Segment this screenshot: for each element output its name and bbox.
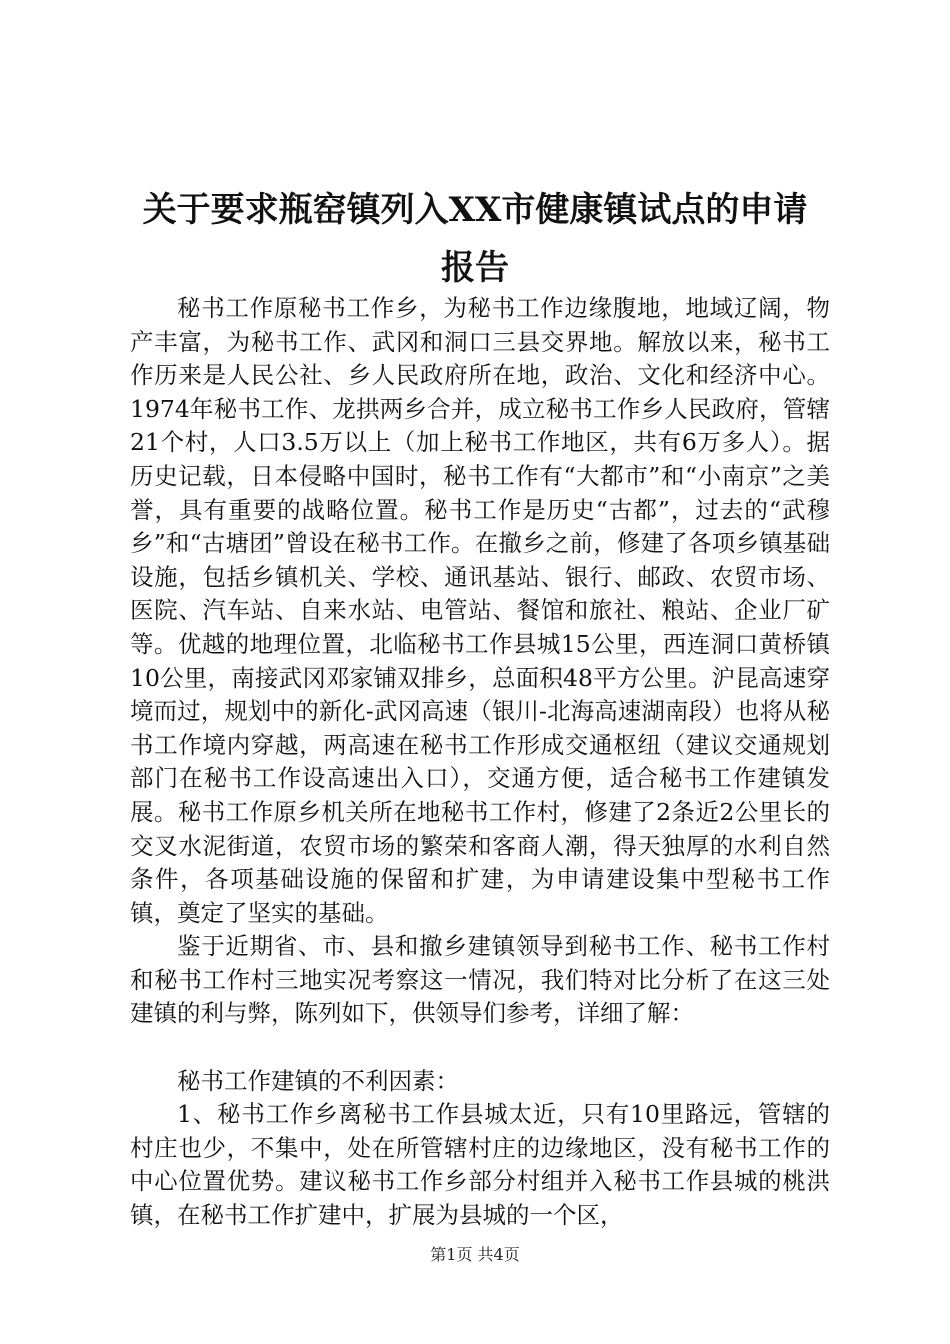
document-title-line-1: 关于要求瓶窑镇列入XX市健康镇试点的申请 <box>142 190 808 230</box>
paragraph-heading-disadvantages: 秘书工作建镇的不利因素： <box>177 1066 459 1095</box>
document-body <box>130 292 830 1233</box>
page-number-footer: 第1页 共4页 <box>430 1245 520 1264</box>
paragraph-analysis: 鉴于近期省、市、县和撤乡建镇领导到秘书工作、秘书工作村和秘书工作村三地实况考察这一情况，我们特对比分析了在这三处建镇的利与弊，陈列如下，供领导们参考，详细了解： <box>130 932 830 1028</box>
paragraph-point-1: 1、秘书工作乡离秘书工作县城太近，只有10里路远，管辖的村庄也少，不集中，处在所管辖村庄的边缘地区，没有秘书工作的中心位置优势。建议秘书工作乡部分村组并入秘书工作县城的桃洪镇，在秘书工作扩建中，扩展为县城的一个区， <box>130 1100 830 1230</box>
paragraph-intro: 秘书工作原秘书工作乡，为秘书工作边缘腹地，地域辽阔，物产丰富，为秘书工作、武冈和洞口三县交界地。解放以来，秘书工作历来是人民公社、乡人民政府所在地，政治、文化和经济中心。1974年秘书工作、龙拱两乡合并，成立秘书工作乡人民政府，管辖21个村，人口3.5万以上（加上秘书工作地区，共有6万多人）。据历史记载，日本侵略中国时，秘书工作有“大都市”和“小南京”之美誉，具有重要的战略位置。秘书工作是历史“古都”，过去的“武穆乡”和“古塘团”曾设在秘书工作。在撤乡之前，修建了各项乡镇基础设施，包括乡镇机关、学校、通讯基站、银行、邮政、农贸市场、医院、汽车站、自来水站、电管站、餐馆和旅社、粮站、企业厂矿等。优越的地理位置，北临秘书工作县城15公里，西连洞口黄桥镇10公里，南接武冈邓家铺双排乡，总面积48平方公里。沪昆高速穿境而过，规划中的新化-武冈高速（银川-北海高速湖南段）也将从秘书工作境内穿越，两高速在秘书工作形成交通枢纽（建议交通规划部门在秘书工作设高速出入口），交通方便，适合秘书工作建镇发展。秘书工作原乡机关所在地秘书工作村，修建了2条近2公里长的交叉水泥街道，农贸市场的繁荣和客商人潮，得天独厚的水利自然条件，各项基础设施的保留和扩建，为申请建设集中型秘书工作镇，奠定了坚实的基础。 <box>130 294 830 927</box>
document-title-line-2: 报告 <box>441 248 509 288</box>
